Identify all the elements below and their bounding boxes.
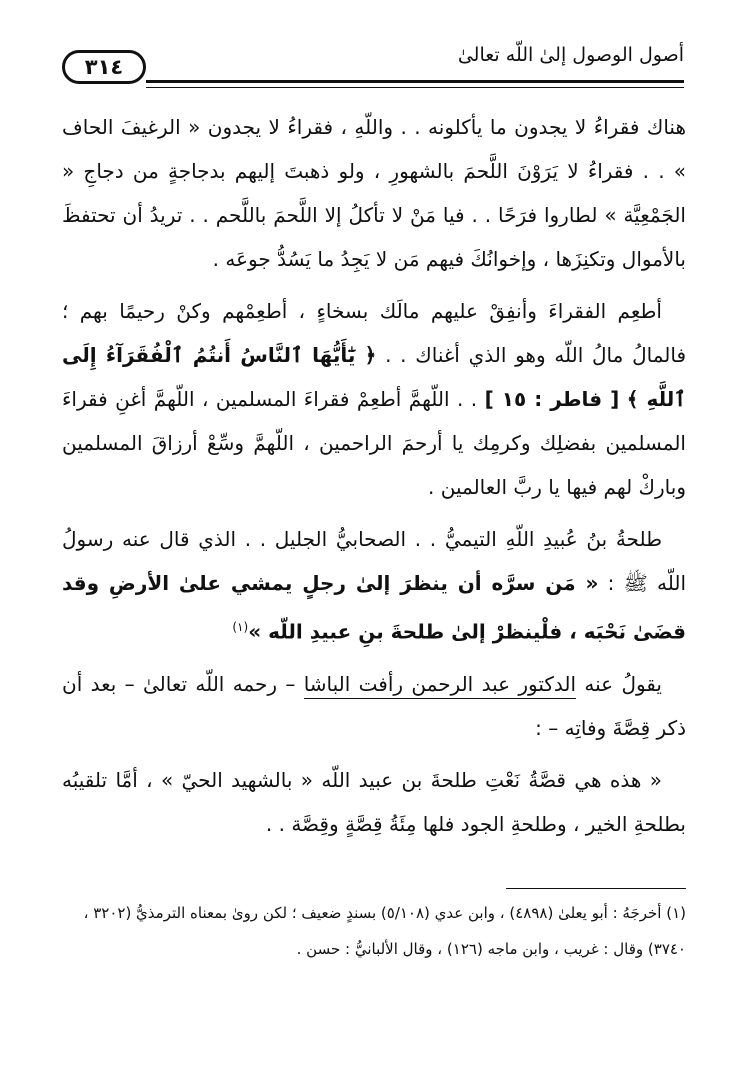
paragraph-4-text-a: يقولُ عنه — [584, 671, 662, 696]
paragraph-3 — [62, 517, 686, 654]
paragraph-4 — [62, 662, 686, 750]
footnotes — [62, 888, 686, 967]
footnote-rule — [506, 888, 686, 889]
hadith-quote: « مَن سرَّه أن ينظرَ إلىٰ رجلٍ يمشي علىٰ الأرضِ وقد قضَىٰ نَحْبَه ، فلْينظرْ إلىٰ طلحةَ بنِ عبيدِ اللّه » — [62, 571, 686, 644]
main-text — [62, 105, 686, 854]
paragraph-1: هناك فقراءُ لا يجدون ما يأكلونه . . واللّهِ ، فقراءُ لا يجدون « الرغيفَ الحاف » . . فقراءُ لا يَرَوْنَ اللَّحمَ بالشهورِ ، ولو ذهبتَ إليهم بدجاجةٍ من دجاجِ « الجَمْعِيَّة » لطاروا فرَحًا . . فيا مَنْ لا تأكلُ إلا اللَّحمَ باللَّحم . . تريدُ أن تحتفظَ بالأموال وتكنِزَها ، وإخوانُكَ فيهم مَن لا يَجِدُ ما يَسُدُّ جوعَه . — [62, 115, 686, 271]
paragraph-2-text-a: أطعِم الفقراءَ وأنفِقْ عليهم مالَك بسخاءٍ ، أطعِمْهم وكنْ رحيمًا بهم ؛ فالمالُ مالُ اللّه وهو الذي أغناك . . — [62, 299, 687, 367]
header-rule-thin — [146, 87, 684, 88]
footnote-1: (١) أخرجَهُ : أبو يعلىٰ (٤٨٩٨) ، وابن عدي (٥/١٠٨) بسندٍ ضعيف ؛ لكن روىٰ بمعناه الترمذيُّ (٣٢٠٢ ، ٣٧٤٠) وقال : غريب ، وابن ماجه (١٢٦) ، وقال الألبانيُّ : حسن . — [83, 904, 686, 958]
paragraph-2-text-b: . . اللّهمَّ أطعِمْ فقراءَ المسلمين ، اللّهمَّ أغنِ فقراءَ المسلمين بفضلِك وكرمِك يا أرحمَ الراحمين ، اللّهمَّ وسِّعْ أرزاقَ المسلمين وباركْ لهم فيها يا ربَّ العالمين . — [62, 387, 686, 499]
quran-verse: ﴿ يَٰٓأَيُّهَا ٱلنَّاسُ أَنتُمُ ٱلْفُقَرَآءُ إِلَى ٱللَّهِ ﴾ — [62, 343, 687, 411]
paragraph-4-text-b: – رحمه اللّه تعالىٰ – بعد أن ذكر قِصَّةَ وفاتِه – : — [62, 671, 686, 740]
header-rule-thick — [146, 80, 684, 83]
running-title: أصول الوصول إلىٰ اللّه تعالىٰ — [457, 44, 684, 66]
page-header — [62, 42, 684, 94]
author-name: الدكتور عبد الرحمن رأفت الباشا — [304, 672, 576, 699]
page-number: ٣١٤ — [84, 55, 124, 79]
quran-reference: [ فاطر : ١٥ ] — [484, 387, 620, 411]
paragraph-3-text-a: طلحةُ بنُ عُبيدِ اللّهِ التيميُّ . . الصحابيُّ الجليل . . الذي قال عنه رسولُ اللّه ﷺ : — [62, 527, 687, 595]
paragraph-2 — [62, 289, 686, 509]
paragraph-5: « هذه هي قصَّةُ نَعْتِ طلحةَ بن عبيد اللّه « بالشهيد الحيّ » ، أمَّا تلقيبُه بطلحةِ الخير ، وطلحةِ الجود فلها مِئَةُ قِصَّةٍ وقِصَّة . . — [62, 767, 686, 836]
page-number-frame — [62, 50, 146, 84]
footnote-marker-1: (١) — [232, 620, 249, 634]
